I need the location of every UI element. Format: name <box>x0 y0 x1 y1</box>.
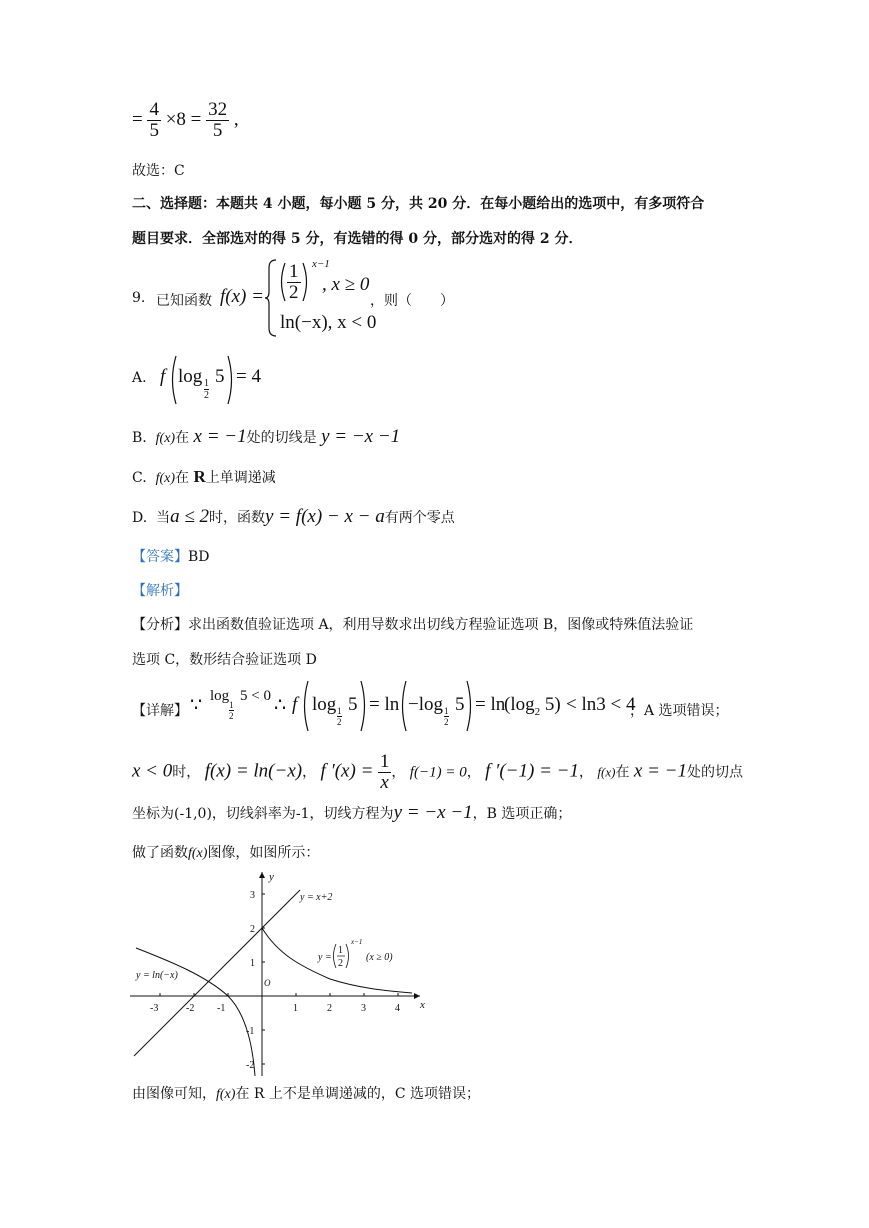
text: 时， <box>172 764 201 781</box>
detail-eq-ln2 <box>475 694 505 716</box>
y-tick-label: 2 <box>250 924 255 935</box>
log: log <box>510 694 535 715</box>
math-x: x = −1 <box>193 426 247 447</box>
x-axis-label: x <box>420 999 425 1011</box>
x-tick-label: -2 <box>186 1003 195 1014</box>
fx-text: f(x) <box>155 431 176 446</box>
frac-num: 1 <box>379 751 390 772</box>
math: y = −x −1 <box>393 802 473 823</box>
fx-text: f(x) <box>155 471 176 486</box>
math: f(x) <box>597 764 616 780</box>
label-ln: y = ln(−x) <box>136 970 178 981</box>
x-tick-label: 2 <box>327 1003 332 1014</box>
answer-pick: 故选：C <box>132 163 185 179</box>
text: ， <box>391 764 406 781</box>
fraction-32-5 <box>206 100 229 141</box>
detail-paren2-left <box>398 680 408 732</box>
trailing-comma: , <box>233 108 239 130</box>
label-exp-prefix: y = <box>318 952 332 963</box>
analysis-line2: 选项 C，数形结合验证选项 D <box>132 652 317 668</box>
text: ，B 选项正确； <box>472 806 572 822</box>
text: 有两个零点 <box>384 510 455 526</box>
log: log <box>312 694 337 715</box>
times-eight: ×8 = <box>165 108 202 130</box>
eq-ln: = ln <box>475 694 506 715</box>
text: ， <box>302 764 317 781</box>
label-exp-den: 2 <box>338 958 343 969</box>
rhs-text: = 4 <box>236 366 261 387</box>
option-b-label: B. <box>132 430 147 446</box>
math: f(x) = ln(−x) <box>204 760 303 782</box>
piecewise-brace <box>265 258 277 338</box>
text: 时，函数 <box>209 510 266 526</box>
eq-ln: = ln <box>369 694 400 715</box>
option-a-label: A. <box>132 370 147 386</box>
x-tick-label: 1 <box>293 1003 298 1014</box>
x-tick-label: 3 <box>361 1003 366 1014</box>
math-y: y = −x −1 <box>321 426 401 447</box>
section-heading-line1: 二、选择题：本题共 4 小题，每小题 5 分，共 20 分．在每小题给出的选项中，有多项符合 <box>132 196 705 212</box>
option-d <box>132 506 455 528</box>
text: 在 R 上不是单调递减的，C 选项错误； <box>235 1086 481 1102</box>
arg-text: 5 <box>215 366 225 387</box>
math-y: y = f(x) − x − a <box>265 506 385 527</box>
y-axis-label: y <box>269 871 274 883</box>
frac-den: 2 <box>289 282 299 303</box>
answer-value: BD <box>188 549 210 565</box>
paren-half-right <box>301 262 311 302</box>
detail-log2-base: 1 2 <box>444 706 449 727</box>
text: 由图像可知， <box>132 1086 216 1102</box>
text: 在 <box>175 430 190 446</box>
origin-label: O <box>264 978 271 988</box>
math: x = −1 <box>633 760 687 782</box>
detail-label: 【详解】 <box>132 703 188 719</box>
piece1-condition: , x ≥ 0 <box>322 274 370 295</box>
x-tick-label: 4 <box>395 1003 400 1014</box>
label-exp <box>317 938 393 969</box>
math: f(−1) = 0 <box>409 764 467 781</box>
neg-log: −log <box>408 694 443 715</box>
real-set: R <box>193 467 206 486</box>
arg: 5 <box>544 694 555 715</box>
lt: < ln3 < 4 <box>566 694 636 715</box>
detail-paren1-right <box>359 680 369 732</box>
frac-den: 5 <box>212 120 223 141</box>
piece2 <box>280 312 376 334</box>
detail-f: f <box>292 694 298 715</box>
q9-tail: ，则（ ） <box>370 293 454 309</box>
fraction-4-5 <box>147 100 161 141</box>
answer-line <box>132 546 210 566</box>
detail-neg-log <box>408 694 443 716</box>
frac-num: 1 <box>289 261 299 282</box>
detail-arg2 <box>455 694 465 716</box>
piece1-base-fraction <box>287 262 301 303</box>
frac-num: 4 <box>149 99 159 120</box>
y-tick-label: -1 <box>246 1026 255 1037</box>
log: log <box>210 688 230 704</box>
piece2-text: ln(−x), x < 0 <box>280 312 377 333</box>
jiexi-label: 【解析】 <box>132 583 188 599</box>
result-expression <box>132 100 239 141</box>
detail-log1-base: 1 2 <box>337 706 342 727</box>
option-a-arg <box>215 366 225 388</box>
text: 处的切点 <box>687 764 743 781</box>
option-a-paren-right <box>226 355 236 405</box>
answer-label: 【答案】 <box>132 549 188 565</box>
detail-line3 <box>132 802 571 824</box>
y-tick-label: -2 <box>246 1060 255 1071</box>
detail-log1 <box>312 694 336 716</box>
text: 当 <box>156 510 171 526</box>
label-exp-power: x−1 <box>351 938 363 946</box>
paren-half-left <box>277 262 287 302</box>
x-tick-label: -1 <box>217 1003 226 1014</box>
frac-den: 5 <box>149 120 159 141</box>
one-over-x <box>378 752 392 793</box>
frac-den: x <box>380 772 389 793</box>
y-tick-label: 3 <box>250 890 255 901</box>
label-exp-num: 1 <box>338 945 343 956</box>
log-text: log <box>178 366 203 387</box>
q9-stem: 已知函数 <box>156 293 212 309</box>
base-den: 2 <box>204 390 209 401</box>
text: 做了函数 <box>132 845 188 861</box>
option-c-label: C. <box>132 470 147 486</box>
conclusion-line <box>132 1083 480 1103</box>
base-num: 1 <box>204 378 209 389</box>
x-tick-label: -3 <box>150 1003 159 1014</box>
option-a-log-base <box>204 378 209 401</box>
section-heading-line2: 题目要求．全部选对的得 5 分，有选错的得 0 分，部分选对的得 2 分． <box>132 231 583 247</box>
text: 在 <box>175 470 190 486</box>
because: ∵ <box>190 695 203 716</box>
detail-line2 <box>132 752 743 793</box>
detail-log-base2: ($\log_2$ 5) <box>504 694 561 718</box>
detail-paren2-right <box>465 680 475 732</box>
detail-eq-ln1 <box>369 694 399 716</box>
q9-fx: f(x) = <box>220 286 264 307</box>
cond-log-base: 1 2 <box>229 700 234 721</box>
label-exp-cond: (x ≥ 0) <box>366 952 393 963</box>
option-a-paren-left <box>168 355 178 405</box>
option-a-f: f <box>160 366 166 387</box>
rest: 5 < 0 <box>240 688 271 704</box>
therefore: ∴ <box>274 695 287 716</box>
detail-paren1-left <box>300 680 310 732</box>
eq-sign: = <box>132 108 143 130</box>
label-line: y = x+2 <box>300 892 333 903</box>
cond-log <box>210 688 229 705</box>
text: 坐标为(-1,0)，切线斜率为-1，切线方程为 <box>132 806 394 822</box>
frac-num: 32 <box>208 99 228 120</box>
detail-line4 <box>132 842 319 862</box>
detail-a-wrong: ，A 选项错误； <box>630 703 729 719</box>
option-a-rhs <box>236 366 261 388</box>
cond-rest <box>240 688 271 705</box>
text: 图像，如图所示： <box>207 845 320 861</box>
function-graph <box>128 868 438 1080</box>
math: f ′(x) = <box>320 760 374 782</box>
analysis-line1: 【分析】求出函数值验证选项 A，利用导数求出切线方程验证选项 B，图像或特殊值法验证 <box>132 617 694 633</box>
q9-number: 9. <box>132 290 146 306</box>
math: f(x) <box>216 1087 236 1102</box>
arg: 5 <box>348 694 358 715</box>
y-tick-label: 1 <box>250 958 255 969</box>
math: f(x) <box>188 846 208 861</box>
text: 在 <box>615 764 630 781</box>
detail-lt <box>566 694 635 716</box>
option-b <box>132 426 400 448</box>
text: ， <box>466 764 481 781</box>
math-a: a ≤ 2 <box>170 506 210 527</box>
option-a-log <box>178 366 202 388</box>
arg: 5 <box>455 694 465 715</box>
because-sign <box>190 694 202 717</box>
option-d-label: D. <box>132 510 148 526</box>
text: 上单调递减 <box>205 470 276 486</box>
text: 处的切线是 <box>246 430 317 446</box>
text: ， <box>578 764 593 781</box>
piece1-exponent: x−1 <box>312 258 330 270</box>
math: x < 0 <box>132 760 173 782</box>
log-sub: 2 <box>534 705 541 718</box>
detail-arg1 <box>348 694 358 716</box>
therefore-sign <box>274 694 286 717</box>
option-c <box>132 467 276 487</box>
math: f ′(−1) = −1 <box>485 760 579 782</box>
